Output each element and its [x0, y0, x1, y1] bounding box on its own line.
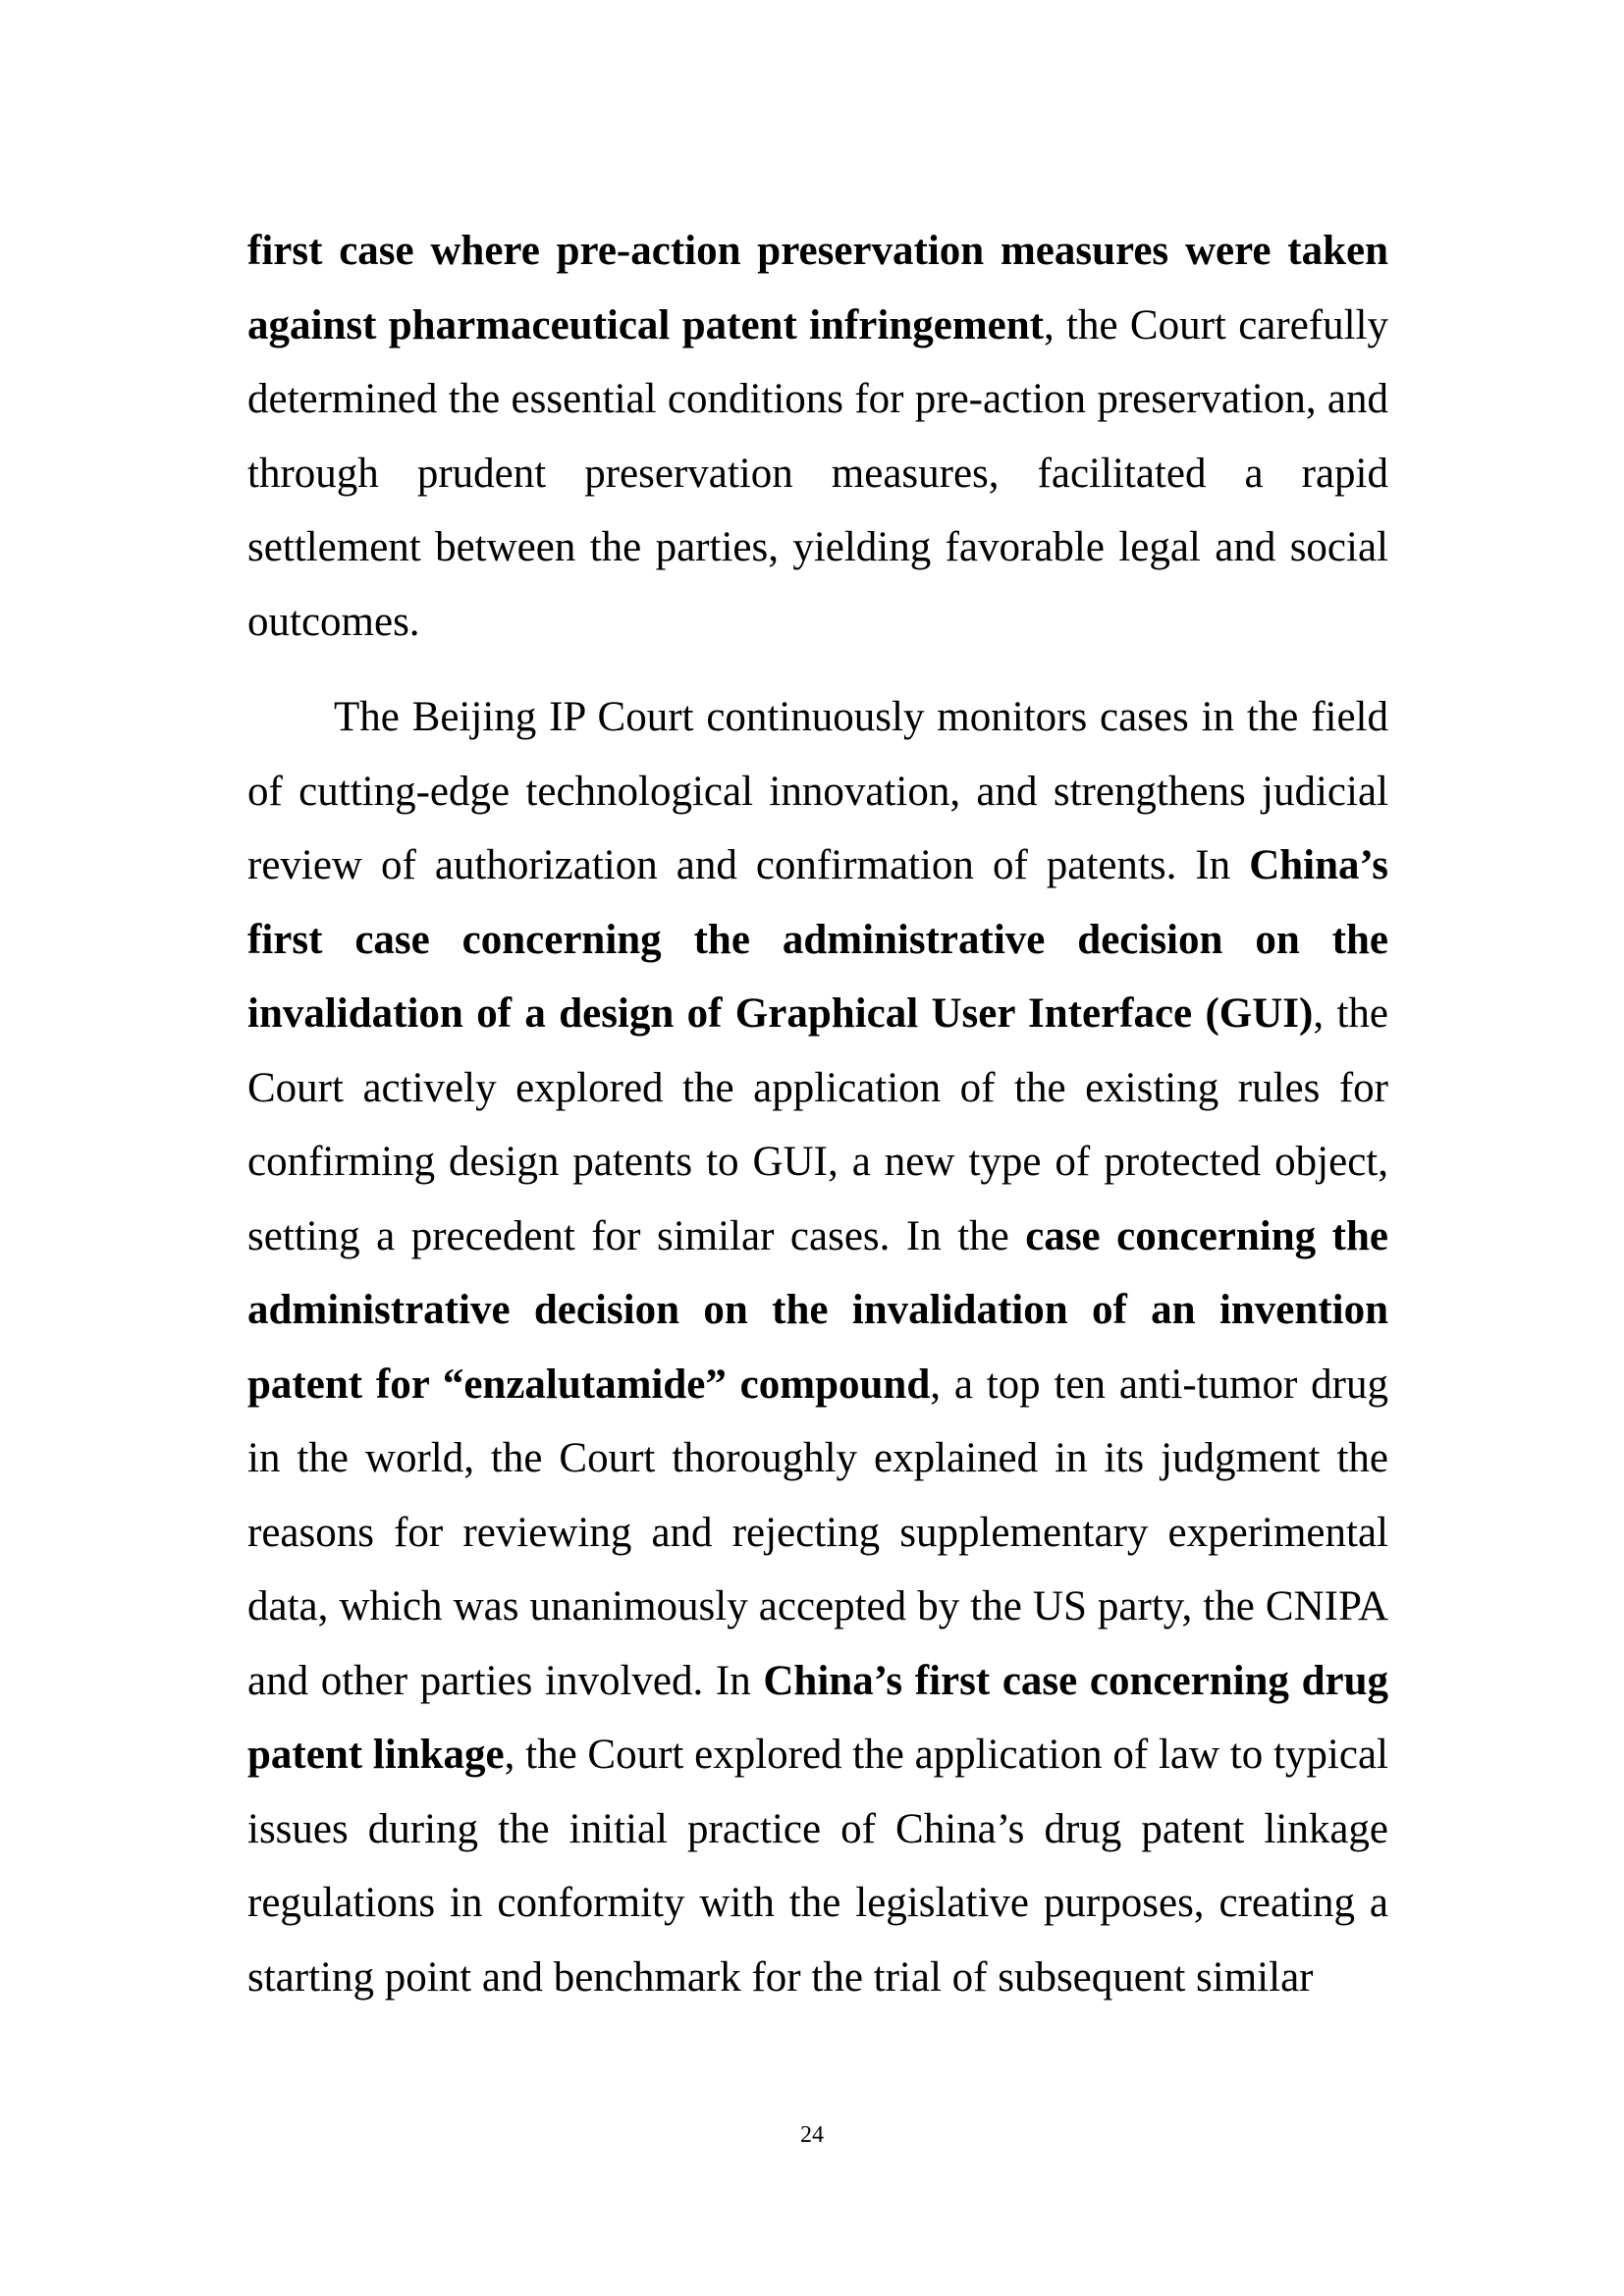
page-number: 24 — [800, 2122, 824, 2148]
bold-phrase: first case where pre-action preservation measures were taken against pharmaceutical patent infringement — [247, 228, 1388, 348]
text-run: , the Court explored the application of law to typical issues during the initial practice of China’s drug patent linkage regulations in conformity with the legislative purposes, creating a starting point and benchmark for the trial of subsequent similar — [247, 1732, 1388, 2001]
text-run: , a top ten anti-tumor drug in the world, the Court thoroughly explained in its judgment the reasons for reviewing and rejecting supplementary experimental data, which was unanimously accepted by the US party, the CNIPA and other parties involved. In — [247, 1361, 1388, 1704]
text-run: , the Court actively explored the application of the existing rules for confirming design patents to GUI, a new type of protected object, setting a precedent for similar cases. In the — [247, 990, 1388, 1259]
bold-phrase: China’s first case concerning drug patent linkage — [247, 1657, 1388, 1778]
paragraph — [247, 680, 1388, 2014]
bold-phrase: case concerning the administrative decision on the invalidation of an invention patent for “enzalutamide” compound — [247, 1212, 1388, 1408]
bold-phrase: China’s first case concerning the administrative decision on the invalidation of a design of Graphical User Interface (GUI) — [247, 842, 1388, 1037]
text-run: , the Court carefully determined the essential conditions for pre-action preservation, and through prudent preservation measures, facilitated a rapid settlement between the parties, yielding favorable legal and social outcomes. — [247, 301, 1388, 645]
paragraph — [247, 214, 1388, 659]
body-text — [247, 214, 1388, 2014]
text-run: The Beijing IP Court continuously monitors cases in the field of cutting-edge technological innovation, and strengthens judicial review of authorization and confirmation of patents. In — [247, 694, 1388, 888]
